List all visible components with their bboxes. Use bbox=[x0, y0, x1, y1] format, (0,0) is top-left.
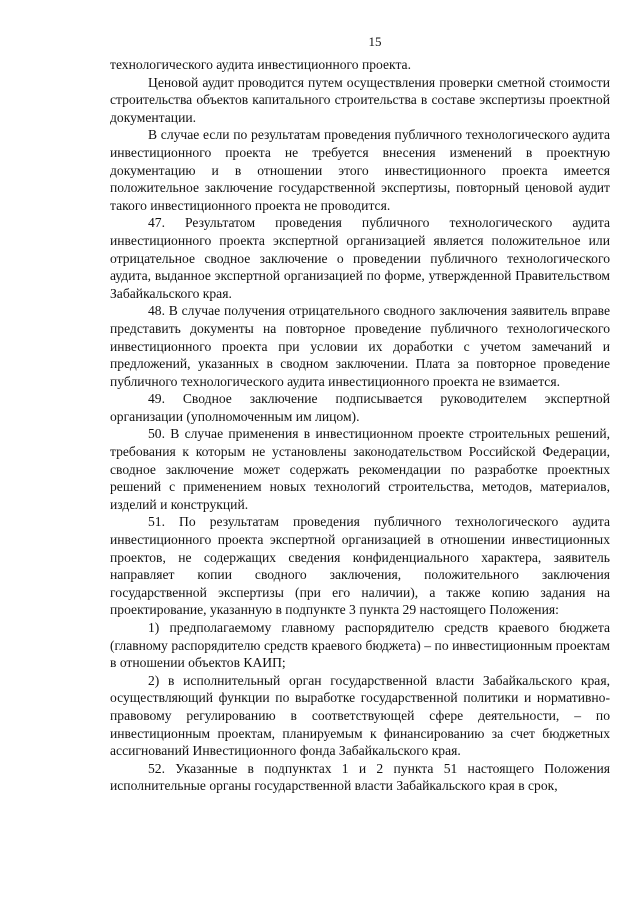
page-number: 15 bbox=[368, 34, 382, 49]
paragraph-48: 48. В случае получения отрицательного сводного заключения заявитель вправе представить документы на повторное проведение публичного технологического инвестиционного проекта при условии их доработки с учетом замечаний и предложений, указанных в сводном заключении. Плата за повторное проведение публичного технологического аудита инвестиционного проекта не взимается. bbox=[110, 303, 610, 389]
paragraph-51: 51. По результатам проведения публичного технологического аудита инвестиционного проекта экспертной организацией в отношении инвестиционных проектов, не содержащих сведения конфиденциального характера, заявитель направляет копии сводного заключения, положительного заключения государственной экспертизы (при его наличии), а также копию задания на проектирование, указанную в подпункте 3 пункта 29 настоящего Положения: bbox=[110, 514, 610, 618]
paragraph-47: 47. Результатом проведения публичного технологического аудита инвестиционного проекта экспертной организацией является положительное или отрицательное сводное заключение о проведении публичного технологического аудита, выданное экспертной организацией по форме, утвержденной Правительством Забайкальского края. bbox=[110, 215, 610, 301]
paragraph: В случае если по результатам проведения публичного технологического аудита инвестиционного проекта не требуется внесения изменений в проектную документацию и в отношении этого инвестиционного проекта имеется положительное заключение государственной экспертизы, повторный ценовой аудит такого инвестиционного проекта не проводится. bbox=[110, 127, 610, 213]
subparagraph-51-2: 2) в исполнительный орган государственной власти Забайкальского края, осуществляющий функции по выработке государственной политики и нормативно-правовому регулированию в соответствующей сфере деятельности, – по инвестиционным проектам, планируемым к финансированию за счет бюджетных ассигнований Инвестиционного фонда Забайкальского края. bbox=[110, 672, 610, 759]
paragraph: Ценовой аудит проводится путем осуществления проверки сметной стоимости строительства объектов капитального строительства в составе экспертизы проектной документации. bbox=[110, 74, 610, 125]
subparagraph-51-1: 1) предполагаемому главному распорядителю средств краевого бюджета (главному распорядителю средств краевого бюджета) – по инвестиционным проектам в отношении объектов КАИП; bbox=[110, 620, 610, 671]
paragraph: технологического аудита инвестиционного проекта. bbox=[110, 57, 411, 72]
paragraph-50: 50. В случае применения в инвестиционном проекте строительных решений, требования к которым не установлены законодательством Российской Федерации, сводное заключение может содержать рекомендации по разработке проектных решений с применением новых технологий строительства, методов, материалов, изделий и конструкций. bbox=[110, 426, 610, 512]
document-body bbox=[110, 56, 610, 795]
paragraph-49: 49. Сводное заключение подписывается руководителем экспертной организации (уполномоченным им лицом). bbox=[110, 391, 610, 424]
paragraph-52: 52. Указанные в подпунктах 1 и 2 пункта 51 настоящего Положения исполнительные органы государственной власти Забайкальского края в срок, bbox=[110, 760, 610, 794]
